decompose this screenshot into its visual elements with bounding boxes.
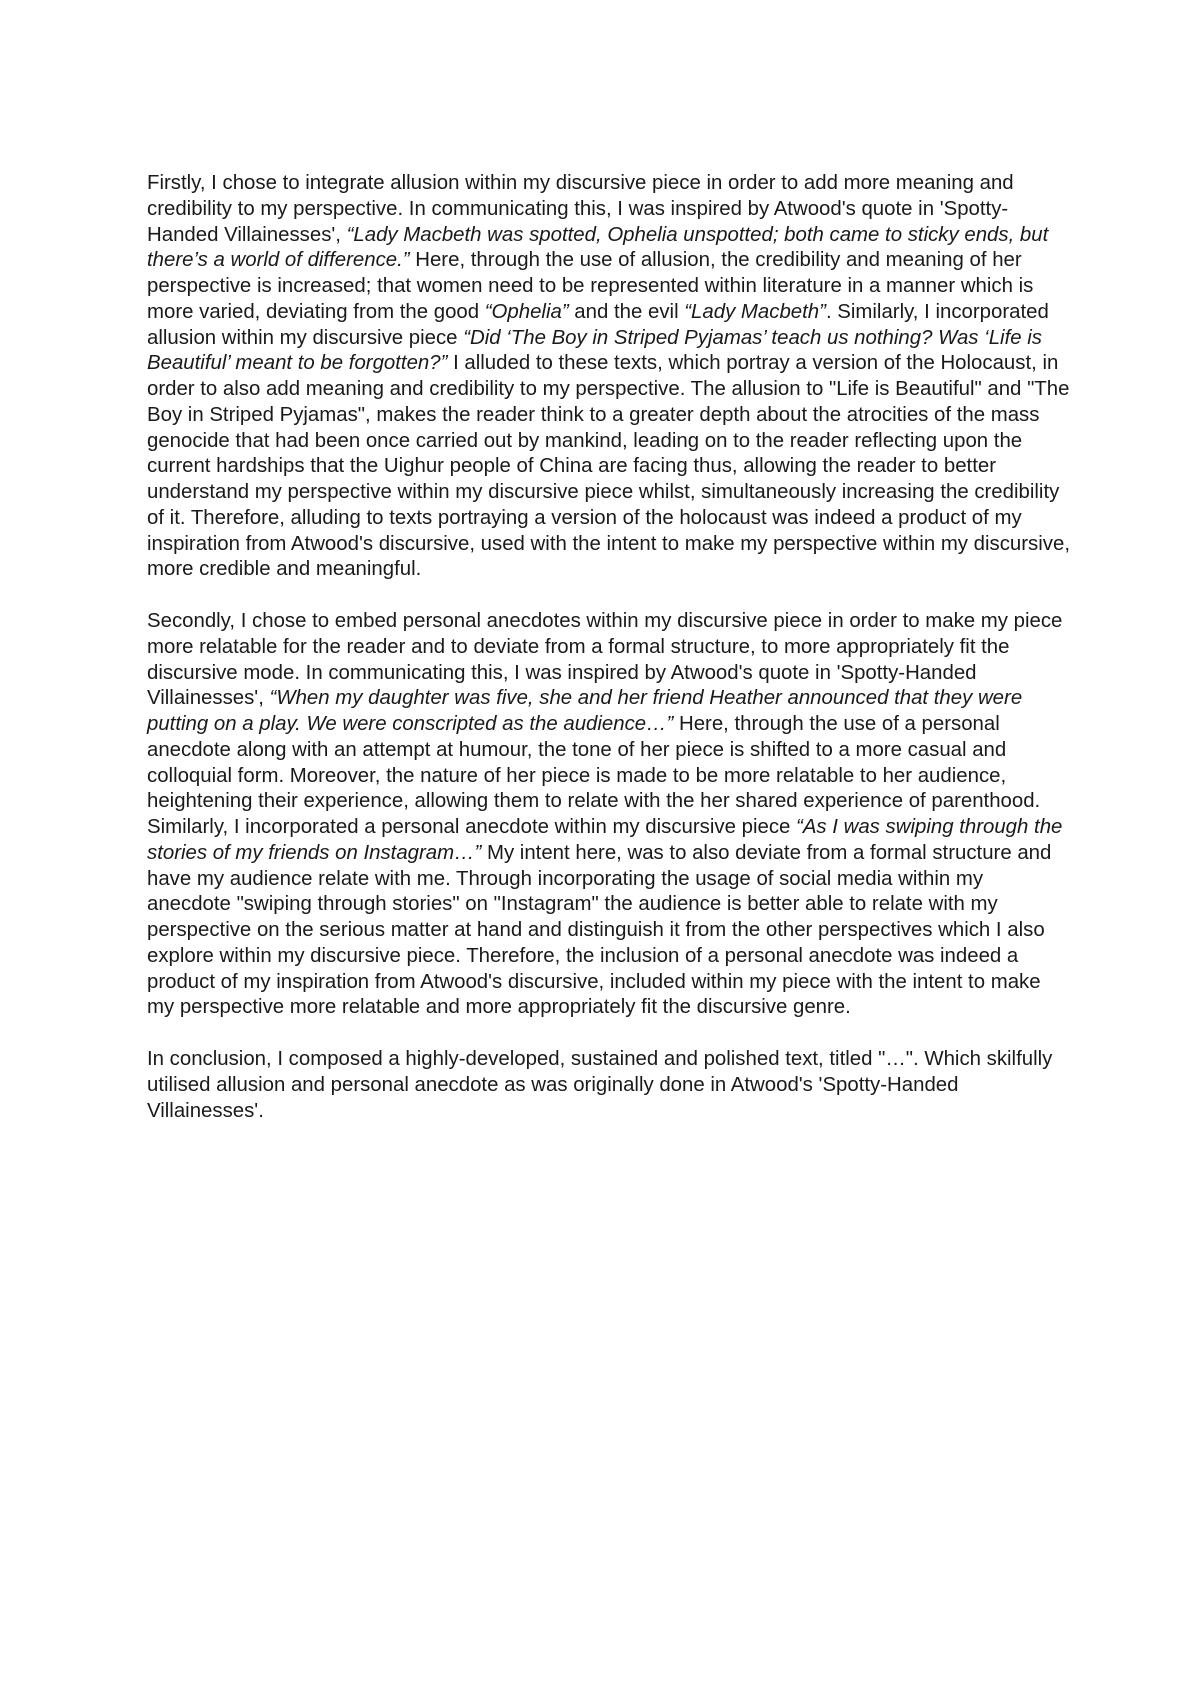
quote-lady-macbeth-short: “Lady Macbeth” [684, 300, 826, 323]
paragraph-text: Here, through the use of a personal anecdote along with an attempt at humour, the tone of her piece is shifted to a more casual and colloquial form. Moreover, the nature of her piece is made to be more relatable to her audience, heightening their experience, allowing them to relate with the her shared experience of parenthood. Similarly, I incorporated a personal anecdote within my discursive piece [147, 713, 1041, 838]
paragraph-anecdote [147, 609, 1072, 1021]
paragraph-text: Secondly, I chose to embed personal anecdotes within my discursive piece in order to make my piece more relatable for the reader and to deviate from a formal structure, to more appropriately fit the discursive mode. In communicating this, I was inspired by Atwood's quote in 'Spotty-Handed Villainesses', [147, 610, 1063, 710]
paragraph-text: Here, through the use of allusion, the credibility and meaning of her perspective is increased; that women need to be represented within literature in a manner which is more varied, deviating from the good [147, 249, 1034, 323]
quote-striped-pyjamas: “Did ‘The Boy in Striped Pyjamas’ teach us nothing? Was ‘Life is Beautiful’ meant to be forgotten?” [147, 326, 1042, 375]
quote-instagram: “As I was swiping through the stories of my friends on Instagram…” [147, 816, 1063, 864]
paragraph-text: In conclusion, I composed a highly-developed, sustained and polished text, titled "…". Which skilfully utilised allusion and personal anecdote as was originally done in Atwood's 'Spotty-Handed Villainesses'. [147, 1048, 1053, 1122]
quote-ophelia: “Ophelia” [484, 300, 569, 323]
paragraph-text: and the evil [568, 300, 685, 323]
paragraph-text: My intent here, was to also deviate from a formal structure and have my audience relate with me. Through incorporating the usage of social media within my anecdote "swiping through stories" on "Instagram" the audience is better able to relate with my perspective on the serious matter at hand and distinguish it from the other perspectives which I also explore within my discursive piece. Therefore, the inclusion of a personal anecdote was indeed a product of my inspiration from Atwood's discursive, included within my piece with the intent to make my perspective more relatable and more appropriately fit the discursive genre. [147, 841, 1052, 1019]
paragraph-text: I alluded to these texts, which portray a version of the Holocaust, in order to also add meaning and credibility to my perspective. The allusion to "Life is Beautiful" and "The Boy in Striped Pyjamas", makes the reader think to a greater depth about the atrocities of the mass genocide that had been once carried out by mankind, leading on to the reader reflecting upon the current hardships that the Uighur people of China are facing thus, allowing the reader to better understand my perspective within my discursive piece whilst, simultaneously increasing the credibility of it. Therefore, alluding to texts portraying a version of the holocaust was indeed a product of my inspiration from Atwood's discursive, used with the intent to make my perspective within my discursive, more credible and meaningful. [147, 352, 1070, 581]
paragraph-allusion [147, 171, 1072, 583]
paragraph-text: . Similarly, I incorporated allusion within my discursive piece [147, 300, 1049, 349]
quote-lady-macbeth: “Lady Macbeth was spotted, Ophelia unspotted; both came to sticky ends, but there’s a world of difference.” [147, 223, 1049, 272]
paragraph-text: Firstly, I chose to integrate allusion within my discursive piece in order to add more meaning and credibility to my perspective. In communicating this, I was inspired by Atwood's quote in 'Spotty-Handed Villainesses', [147, 172, 1014, 246]
paragraph-conclusion [147, 1047, 1072, 1124]
quote-daughter: “When my daughter was five, she and her friend Heather announced that they were putting on a play. We were conscripted as the audience…” [147, 687, 1023, 735]
document-body [147, 171, 1072, 1150]
